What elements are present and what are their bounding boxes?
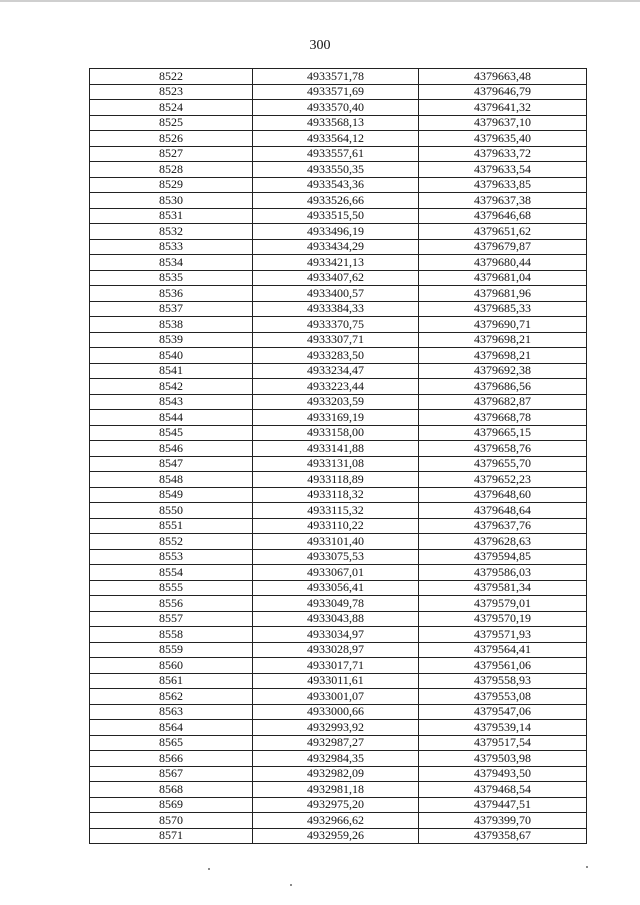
point-number-cell: 8562	[90, 689, 253, 705]
table-row	[90, 751, 587, 767]
y-coordinate-cell: 4379682,87	[419, 394, 587, 410]
table-row	[90, 518, 587, 534]
point-number-cell: 8538	[90, 317, 253, 333]
y-coordinate-cell: 4379668,78	[419, 410, 587, 426]
x-coordinate-cell: 4933118,89	[253, 472, 419, 488]
table-row	[90, 410, 587, 426]
table-row	[90, 534, 587, 550]
y-coordinate-cell: 4379570,19	[419, 611, 587, 627]
point-number-cell: 8555	[90, 580, 253, 596]
y-coordinate-cell: 4379571,93	[419, 627, 587, 643]
point-number-cell: 8549	[90, 487, 253, 503]
table-row	[90, 596, 587, 612]
y-coordinate-cell: 4379652,23	[419, 472, 587, 488]
y-coordinate-cell: 4379680,44	[419, 255, 587, 271]
point-number-cell: 8551	[90, 518, 253, 534]
y-coordinate-cell: 4379663,48	[419, 69, 587, 85]
y-coordinate-cell: 4379685,33	[419, 301, 587, 317]
point-number-cell: 8535	[90, 270, 253, 286]
point-number-cell: 8560	[90, 658, 253, 674]
x-coordinate-cell: 4932982,09	[253, 766, 419, 782]
y-coordinate-cell: 4379698,21	[419, 332, 587, 348]
point-number-cell: 8564	[90, 720, 253, 736]
point-number-cell: 8553	[90, 549, 253, 565]
point-number-cell: 8566	[90, 751, 253, 767]
y-coordinate-cell: 4379539,14	[419, 720, 587, 736]
point-number-cell: 8524	[90, 100, 253, 116]
x-coordinate-cell: 4933421,13	[253, 255, 419, 271]
y-coordinate-cell: 4379681,96	[419, 286, 587, 302]
x-coordinate-cell: 4933115,32	[253, 503, 419, 519]
y-coordinate-cell: 4379581,34	[419, 580, 587, 596]
table-row	[90, 100, 587, 116]
y-coordinate-cell: 4379648,64	[419, 503, 587, 519]
point-number-cell: 8570	[90, 813, 253, 829]
table-row	[90, 239, 587, 255]
y-coordinate-cell: 4379635,40	[419, 131, 587, 147]
table-row	[90, 472, 587, 488]
y-coordinate-cell: 4379579,01	[419, 596, 587, 612]
x-coordinate-cell: 4933131,08	[253, 456, 419, 472]
y-coordinate-cell: 4379633,72	[419, 146, 587, 162]
table-row	[90, 782, 587, 798]
table-row	[90, 131, 587, 147]
x-coordinate-cell: 4933564,12	[253, 131, 419, 147]
x-coordinate-cell: 4933101,40	[253, 534, 419, 550]
y-coordinate-cell: 4379681,04	[419, 270, 587, 286]
x-coordinate-cell: 4933028,97	[253, 642, 419, 658]
scan-speck	[290, 884, 292, 886]
point-number-cell: 8523	[90, 84, 253, 100]
y-coordinate-cell: 4379633,54	[419, 162, 587, 178]
point-number-cell: 8568	[90, 782, 253, 798]
x-coordinate-cell: 4933570,40	[253, 100, 419, 116]
x-coordinate-cell: 4933056,41	[253, 580, 419, 596]
point-number-cell: 8536	[90, 286, 253, 302]
y-coordinate-cell: 4379547,06	[419, 704, 587, 720]
table-row	[90, 735, 587, 751]
table-row	[90, 270, 587, 286]
table-row	[90, 673, 587, 689]
table-row	[90, 69, 587, 85]
x-coordinate-cell: 4933407,62	[253, 270, 419, 286]
y-coordinate-cell: 4379447,51	[419, 797, 587, 813]
y-coordinate-cell: 4379637,76	[419, 518, 587, 534]
y-coordinate-cell: 4379646,79	[419, 84, 587, 100]
point-number-cell: 8533	[90, 239, 253, 255]
table-row	[90, 425, 587, 441]
x-coordinate-cell: 4933223,44	[253, 379, 419, 395]
x-coordinate-cell: 4933283,50	[253, 348, 419, 364]
table-row	[90, 441, 587, 457]
table-row	[90, 255, 587, 271]
point-number-cell: 8565	[90, 735, 253, 751]
point-number-cell: 8545	[90, 425, 253, 441]
x-coordinate-cell: 4933370,75	[253, 317, 419, 333]
x-coordinate-cell: 4932984,35	[253, 751, 419, 767]
y-coordinate-cell: 4379686,56	[419, 379, 587, 395]
y-coordinate-cell: 4379690,71	[419, 317, 587, 333]
table-row	[90, 766, 587, 782]
point-number-cell: 8543	[90, 394, 253, 410]
table-row	[90, 332, 587, 348]
table-row	[90, 394, 587, 410]
table-row	[90, 456, 587, 472]
y-coordinate-cell: 4379633,85	[419, 177, 587, 193]
table-row	[90, 813, 587, 829]
table-row	[90, 549, 587, 565]
table-row	[90, 627, 587, 643]
y-coordinate-cell: 4379665,15	[419, 425, 587, 441]
coordinates-table	[89, 68, 587, 844]
table-row	[90, 162, 587, 178]
x-coordinate-cell: 4933543,36	[253, 177, 419, 193]
x-coordinate-cell: 4933017,71	[253, 658, 419, 674]
table-row	[90, 565, 587, 581]
y-coordinate-cell: 4379399,70	[419, 813, 587, 829]
y-coordinate-cell: 4379692,38	[419, 363, 587, 379]
scan-speck	[208, 868, 210, 870]
y-coordinate-cell: 4379358,67	[419, 828, 587, 844]
x-coordinate-cell: 4933496,19	[253, 224, 419, 240]
y-coordinate-cell: 4379628,63	[419, 534, 587, 550]
y-coordinate-cell: 4379517,54	[419, 735, 587, 751]
table-row	[90, 720, 587, 736]
table-row	[90, 224, 587, 240]
coordinates-table-body	[90, 69, 587, 844]
scan-speck	[586, 866, 588, 868]
point-number-cell: 8541	[90, 363, 253, 379]
y-coordinate-cell: 4379594,85	[419, 549, 587, 565]
point-number-cell: 8534	[90, 255, 253, 271]
table-row	[90, 503, 587, 519]
point-number-cell: 8532	[90, 224, 253, 240]
y-coordinate-cell: 4379558,93	[419, 673, 587, 689]
table-row	[90, 642, 587, 658]
y-coordinate-cell: 4379641,32	[419, 100, 587, 116]
x-coordinate-cell: 4933049,78	[253, 596, 419, 612]
point-number-cell: 8537	[90, 301, 253, 317]
x-coordinate-cell: 4933203,59	[253, 394, 419, 410]
x-coordinate-cell: 4933118,32	[253, 487, 419, 503]
table-row	[90, 828, 587, 844]
x-coordinate-cell: 4933307,71	[253, 332, 419, 348]
y-coordinate-cell: 4379564,41	[419, 642, 587, 658]
y-coordinate-cell: 4379493,50	[419, 766, 587, 782]
point-number-cell: 8554	[90, 565, 253, 581]
point-number-cell: 8567	[90, 766, 253, 782]
table-row	[90, 348, 587, 364]
point-number-cell: 8547	[90, 456, 253, 472]
table-row	[90, 84, 587, 100]
x-coordinate-cell: 4933001,07	[253, 689, 419, 705]
y-coordinate-cell: 4379651,62	[419, 224, 587, 240]
point-number-cell: 8528	[90, 162, 253, 178]
x-coordinate-cell: 4932993,92	[253, 720, 419, 736]
x-coordinate-cell: 4932981,18	[253, 782, 419, 798]
y-coordinate-cell: 4379658,76	[419, 441, 587, 457]
point-number-cell: 8522	[90, 69, 253, 85]
x-coordinate-cell: 4932966,62	[253, 813, 419, 829]
y-coordinate-cell: 4379553,08	[419, 689, 587, 705]
table-row	[90, 146, 587, 162]
table-row	[90, 689, 587, 705]
x-coordinate-cell: 4933400,57	[253, 286, 419, 302]
table-row	[90, 580, 587, 596]
point-number-cell: 8529	[90, 177, 253, 193]
x-coordinate-cell: 4932987,27	[253, 735, 419, 751]
point-number-cell: 8557	[90, 611, 253, 627]
y-coordinate-cell: 4379648,60	[419, 487, 587, 503]
y-coordinate-cell: 4379698,21	[419, 348, 587, 364]
table-row	[90, 611, 587, 627]
x-coordinate-cell: 4933515,50	[253, 208, 419, 224]
x-coordinate-cell: 4933557,61	[253, 146, 419, 162]
table-row	[90, 115, 587, 131]
x-coordinate-cell: 4933043,88	[253, 611, 419, 627]
y-coordinate-cell: 4379503,98	[419, 751, 587, 767]
x-coordinate-cell: 4932975,20	[253, 797, 419, 813]
x-coordinate-cell: 4932959,26	[253, 828, 419, 844]
page-number: 300	[309, 38, 331, 53]
point-number-cell: 8563	[90, 704, 253, 720]
table-row	[90, 797, 587, 813]
y-coordinate-cell: 4379646,68	[419, 208, 587, 224]
table-row	[90, 704, 587, 720]
point-number-cell: 8552	[90, 534, 253, 550]
table-row	[90, 658, 587, 674]
y-coordinate-cell: 4379468,54	[419, 782, 587, 798]
table-row	[90, 208, 587, 224]
x-coordinate-cell: 4933141,88	[253, 441, 419, 457]
y-coordinate-cell: 4379655,70	[419, 456, 587, 472]
point-number-cell: 8550	[90, 503, 253, 519]
point-number-cell: 8561	[90, 673, 253, 689]
x-coordinate-cell: 4933568,13	[253, 115, 419, 131]
x-coordinate-cell: 4933067,01	[253, 565, 419, 581]
point-number-cell: 8558	[90, 627, 253, 643]
table-row	[90, 286, 587, 302]
x-coordinate-cell: 4933550,35	[253, 162, 419, 178]
x-coordinate-cell: 4933571,69	[253, 84, 419, 100]
point-number-cell: 8530	[90, 193, 253, 209]
point-number-cell: 8544	[90, 410, 253, 426]
x-coordinate-cell: 4933011,61	[253, 673, 419, 689]
x-coordinate-cell: 4933110,22	[253, 518, 419, 534]
x-coordinate-cell: 4933234,47	[253, 363, 419, 379]
x-coordinate-cell: 4933034,97	[253, 627, 419, 643]
point-number-cell: 8539	[90, 332, 253, 348]
point-number-cell: 8571	[90, 828, 253, 844]
table-row	[90, 379, 587, 395]
point-number-cell: 8548	[90, 472, 253, 488]
x-coordinate-cell: 4933526,66	[253, 193, 419, 209]
point-number-cell: 8527	[90, 146, 253, 162]
y-coordinate-cell: 4379637,38	[419, 193, 587, 209]
y-coordinate-cell: 4379561,06	[419, 658, 587, 674]
point-number-cell: 8525	[90, 115, 253, 131]
point-number-cell: 8526	[90, 131, 253, 147]
point-number-cell: 8531	[90, 208, 253, 224]
scan-top-edge	[0, 0, 640, 2]
point-number-cell: 8542	[90, 379, 253, 395]
x-coordinate-cell: 4933000,66	[253, 704, 419, 720]
y-coordinate-cell: 4379637,10	[419, 115, 587, 131]
y-coordinate-cell: 4379679,87	[419, 239, 587, 255]
point-number-cell: 8559	[90, 642, 253, 658]
point-number-cell: 8569	[90, 797, 253, 813]
table-row	[90, 317, 587, 333]
table-row	[90, 487, 587, 503]
table-row	[90, 193, 587, 209]
x-coordinate-cell: 4933075,53	[253, 549, 419, 565]
x-coordinate-cell: 4933169,19	[253, 410, 419, 426]
x-coordinate-cell: 4933158,00	[253, 425, 419, 441]
point-number-cell: 8546	[90, 441, 253, 457]
table-row	[90, 177, 587, 193]
point-number-cell: 8556	[90, 596, 253, 612]
y-coordinate-cell: 4379586,03	[419, 565, 587, 581]
point-number-cell: 8540	[90, 348, 253, 364]
table-row	[90, 301, 587, 317]
x-coordinate-cell: 4933571,78	[253, 69, 419, 85]
x-coordinate-cell: 4933434,29	[253, 239, 419, 255]
table-row	[90, 363, 587, 379]
x-coordinate-cell: 4933384,33	[253, 301, 419, 317]
